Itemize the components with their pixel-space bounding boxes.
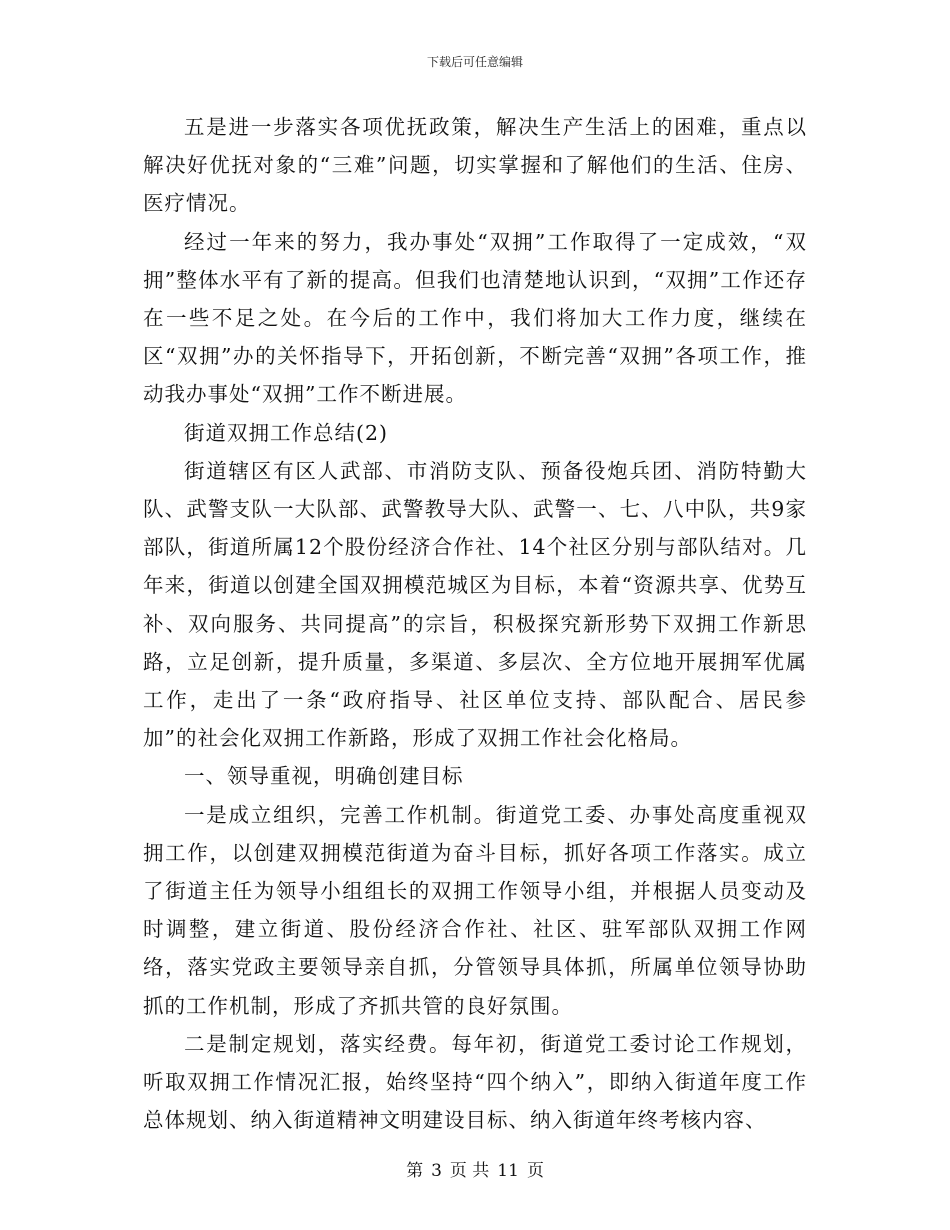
section-heading: 一、领导重视，明确创建目标 bbox=[184, 764, 464, 789]
paragraph-2: 经过一年来的努力，我办事处“双拥”工作取得了一定成效，“双拥”整体水平有了新的提高。但我们也清楚地认识到，“双拥”工作还存在一些不足之处。在今后的工作中，我们将加大工作力度，继续在区“双拥”办的关怀指导下，开拓创新，不断完善“双拥”各项工作，推动我办事处“双拥”工作不断进展。 bbox=[143, 229, 807, 407]
footer-total-pages: 11 bbox=[497, 1161, 519, 1181]
header-note: 下载后可任意编辑 bbox=[426, 55, 523, 69]
document-body bbox=[143, 108, 807, 1139]
footer-suffix: 页 bbox=[526, 1161, 544, 1181]
paragraph-5: 二是制定规划，落实经费。每年初，街道党工委讨论工作规划，听取双拥工作情况汇报，始终坚持“四个纳入”，即纳入街道年度工作总体规划、纳入街道精神文明建设目标、纳入街道年终考核内容、 bbox=[143, 1031, 807, 1133]
paragraph-1: 五是进一步落实各项优抚政策，解决生产生活上的困难，重点以解决好优抚对象的“三难”问题，切实掌握和了解他们的生活、住房、医疗情况。 bbox=[143, 115, 807, 216]
paragraph-3: 街道辖区有区人武部、市消防支队、预备役炮兵团、消防特勤大队、武警支队一大队部、武警教导大队、武警一、七、八中队，共9家部队，街道所属12个股份经济合作社、14个社区分别与部队结对。几年来，街道以创建全国双拥模范城区为目标，本着“资源共享、优势互补、双向服务、共同提高”的宗旨，积极探究新形势下双拥工作新思路，立足创新，提升质量，多渠道、多层次、全方位地开展拥军优属工作，走出了一条“政府指导、社区单位支持、部队配合、居民参加”的社会化双拥工作新路，形成了双拥工作社会化格局。 bbox=[143, 458, 807, 751]
paragraph-4: 一是成立组织，完善工作机制。街道党工委、办事处高度重视双拥工作，以创建双拥模范街道为奋斗目标，抓好各项工作落实。成立了街道主任为领导小组组长的双拥工作领导小组，并根据人员变动及时调整，建立街道、股份经济合作社、社区、驻军部队双拥工作网络，落实党政主要领导亲自抓，分管领导具体抓，所属单位领导协助抓的工作机制，形成了齐抓共管的良好氛围。 bbox=[143, 802, 807, 1018]
page-footer bbox=[0, 1156, 950, 1181]
section-title: 街道双拥工作总结(2) bbox=[184, 420, 389, 445]
footer-page-number: 3 bbox=[431, 1161, 442, 1181]
footer-mid: 页 共 bbox=[449, 1161, 490, 1181]
footer-prefix: 第 bbox=[406, 1161, 424, 1181]
